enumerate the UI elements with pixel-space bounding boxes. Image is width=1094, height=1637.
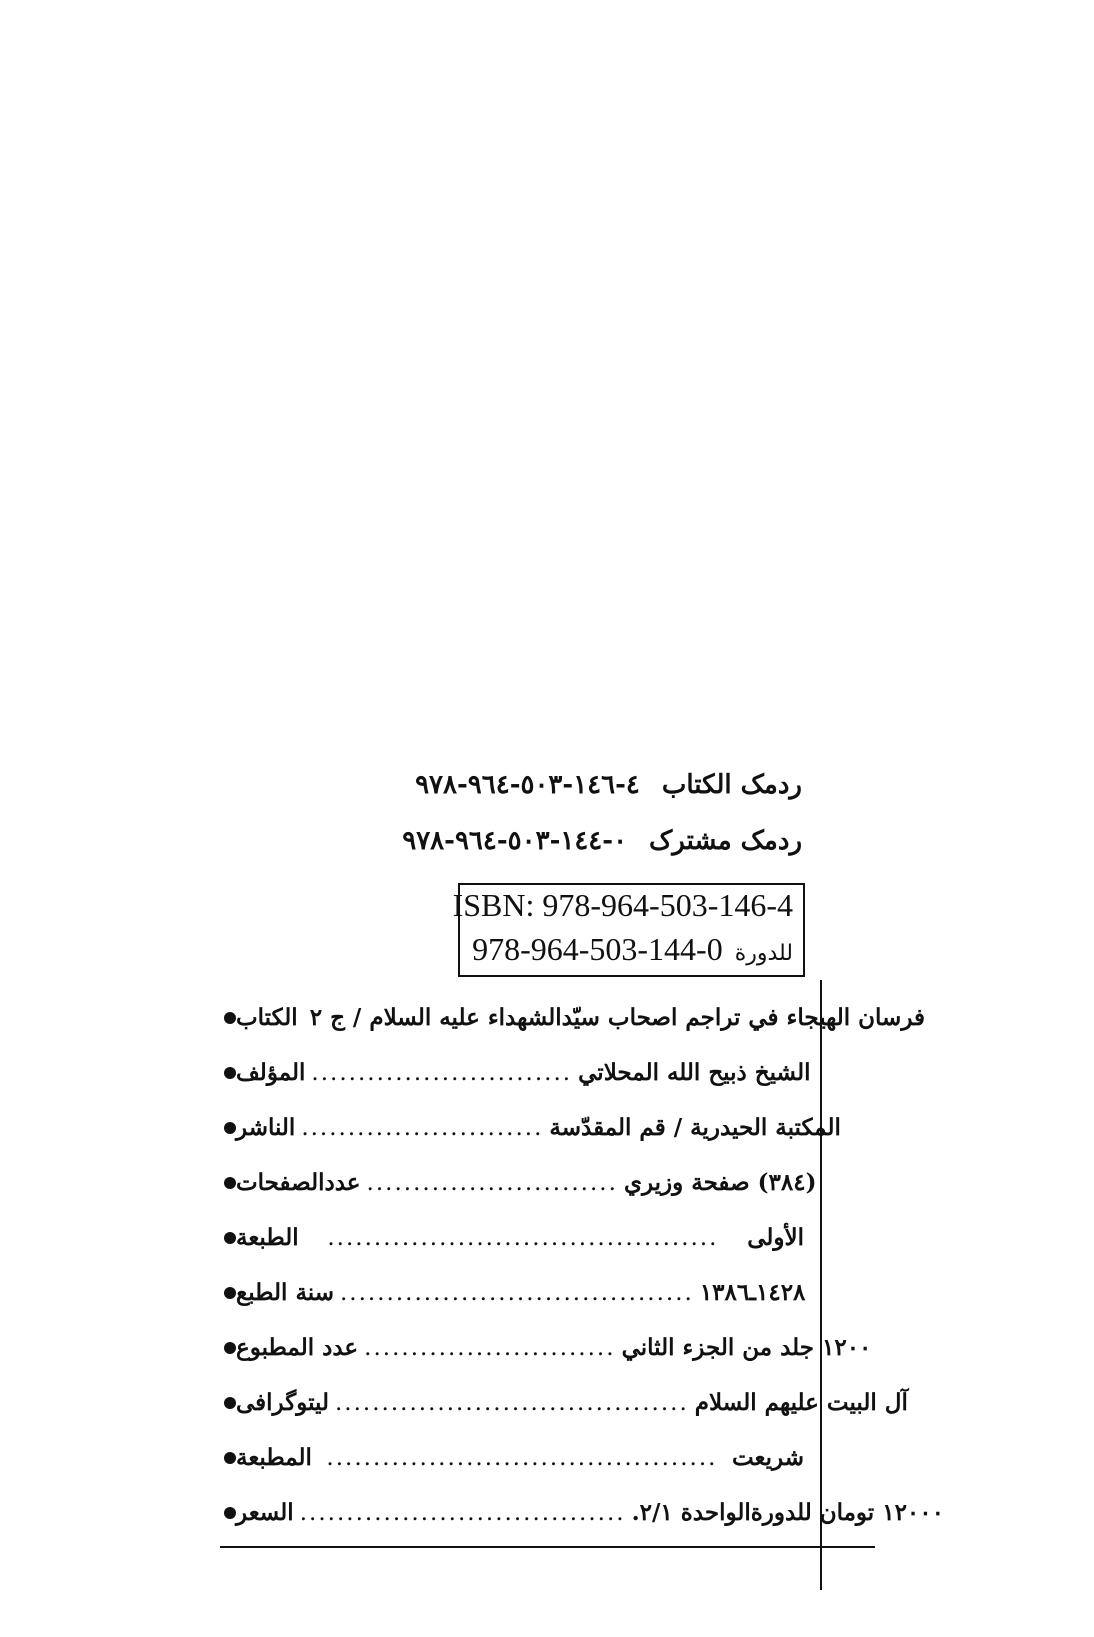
spec-leader-dots: ...................................: [299, 1499, 626, 1526]
spec-label: الناشر: [236, 1114, 296, 1141]
spec-leader-dots: ......................................: [340, 1279, 694, 1306]
spec-label: عددالصفحات: [236, 1169, 361, 1196]
spec-value: آل البيت عليهم السلام: [694, 1389, 908, 1416]
spec-label: الطبعة: [236, 1224, 299, 1251]
spec-leader-dots: ...........................: [364, 1334, 616, 1361]
isbn-arabic-set: [282, 826, 802, 856]
book-specs-list: [218, 990, 944, 1540]
spec-value: فرسان الهيجاء في تراجم اصحاب سيّدالشهداء عليه السلام / ج ٢: [309, 1004, 926, 1031]
bullet-icon: [224, 1452, 236, 1464]
bullet-icon: [224, 1507, 236, 1519]
spec-value: ١٤٢٨ـ١٣٨٦: [699, 1279, 806, 1306]
spec-row-publisher: [218, 1100, 841, 1155]
spec-leader-dots: ...........................: [366, 1169, 618, 1196]
bullet-icon: [224, 1287, 236, 1299]
spec-row-author: [218, 1045, 811, 1100]
spec-row-price: [218, 1485, 944, 1540]
spec-label: سنة الطبع: [236, 1279, 334, 1306]
spec-row-year: [218, 1265, 804, 1320]
isbn-arabic-book: [282, 770, 802, 800]
bullet-icon: [224, 1012, 236, 1024]
spec-value: الأولى: [747, 1224, 804, 1251]
spec-value: (٣٨٤) صفحة وزيري: [623, 1169, 817, 1196]
isbn-set-row: [472, 931, 793, 968]
isbn-arabic-book-number: ٤-١٤٦-٥٠٣-٩٦٤-٩٧٨: [415, 770, 640, 800]
spec-row-edition: [218, 1210, 804, 1265]
spec-leader-dots: ..........................: [301, 1114, 544, 1141]
isbn-set-number: 978-964-503-144-0: [472, 931, 723, 967]
spec-row-printing-house: [218, 1430, 804, 1485]
spec-row-book: [218, 990, 926, 1045]
bullet-icon: [224, 1122, 236, 1134]
isbn-arabic-set-number: ٠-١٤٤-٥٠٣-٩٦٤-٩٧٨: [402, 826, 628, 856]
spec-label: المؤلف: [236, 1059, 306, 1086]
spec-row-lithography: [218, 1375, 908, 1430]
isbn-arabic-set-label: ردمک مشترک: [649, 826, 802, 856]
spec-leader-dots: ..........................................: [326, 1444, 718, 1471]
spec-label: عدد المطبوع: [236, 1334, 359, 1361]
spec-value: ١٢٠٠ جلد من الجزء الثاني: [621, 1334, 872, 1361]
spec-value: شريعت: [731, 1444, 804, 1471]
isbn-box: [452, 883, 805, 977]
spec-label: السعر: [236, 1499, 294, 1526]
spec-leader-dots: ..........................................: [327, 1224, 719, 1251]
spec-value: المكتبة الحيدرية / قم المقدّسة: [549, 1114, 841, 1141]
spec-row-print-run: [218, 1320, 872, 1375]
spec-label: ليتوگرافی: [236, 1389, 329, 1416]
bullet-icon: [224, 1067, 236, 1079]
spec-label: الكتاب: [236, 1004, 298, 1031]
bullet-icon: [224, 1397, 236, 1409]
bullet-icon: [224, 1232, 236, 1244]
isbn-arabic-book-label: ردمک الکتاب: [661, 770, 802, 800]
horizontal-rule: [220, 1546, 875, 1548]
spec-value: ١٢٠٠٠ تومان للدورةالواحدة ٢/١.: [631, 1499, 944, 1526]
spec-leader-dots: ......................................: [334, 1389, 689, 1416]
spec-value: الشيخ ذبيح الله المحلاتي: [578, 1059, 811, 1086]
bullet-icon: [224, 1342, 236, 1354]
spec-leader-dots: ............................: [311, 1059, 573, 1086]
isbn-book-number: ISBN: 978-964-503-146-4: [452, 887, 793, 923]
spec-label: المطبعة: [236, 1444, 312, 1471]
bullet-icon: [224, 1177, 236, 1189]
isbn-set-label: للدورة: [734, 941, 793, 966]
spec-row-pages: [218, 1155, 817, 1210]
